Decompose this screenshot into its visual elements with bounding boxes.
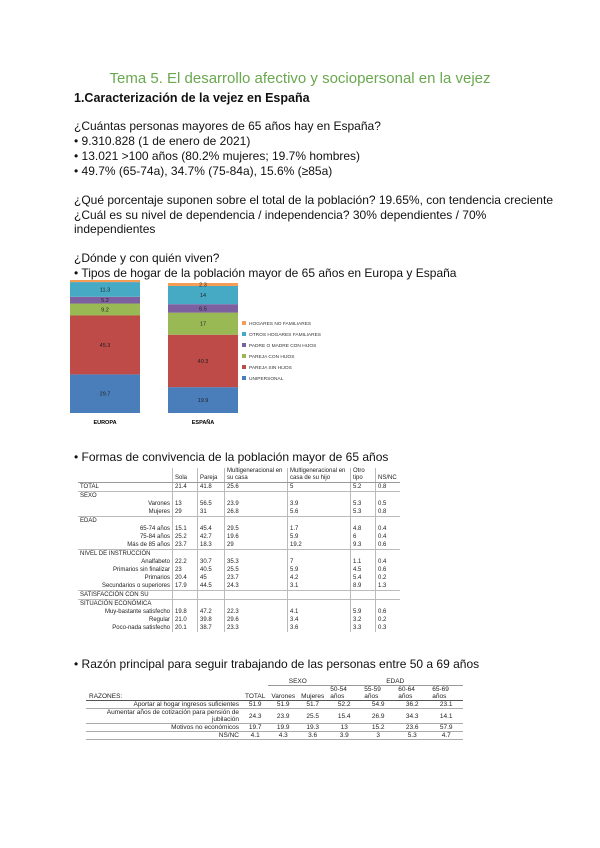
table-cell: 8.9 (351, 582, 376, 591)
table1-header: Sola (173, 468, 198, 483)
question-2: ¿Qué porcentaje suponen sobre el total de la población? 19.65%, con tendencia creciente (74, 193, 553, 207)
table-cell: 1.7 (288, 525, 351, 533)
table-row (78, 492, 400, 501)
table-cell: 57.9 (439, 724, 453, 731)
table-cell: 40.5 (198, 566, 225, 574)
table-row (78, 624, 400, 632)
table-cell: 0.6 (376, 566, 401, 574)
table-cell: 3.6 (288, 624, 351, 632)
table-cell (376, 492, 401, 501)
legend-swatch (242, 332, 246, 336)
table-row (78, 582, 400, 591)
table-cell: 0.2 (376, 574, 401, 582)
table1-header: Multigeneracional en casa de su hijo (288, 468, 351, 483)
bar-label: 2.3 (199, 282, 207, 289)
table-cell: 25.5 (225, 566, 288, 574)
table-cell: 4.2 (288, 574, 351, 582)
table-cell (351, 550, 376, 559)
table-cell (288, 550, 351, 559)
table-cell: 35.3 (225, 558, 288, 566)
row-label: Mujeres (148, 509, 170, 515)
bar-label: 6.5 (199, 306, 207, 313)
table-row (78, 517, 400, 526)
table-cell: 19.3 (306, 724, 319, 731)
table-cell (198, 517, 225, 526)
table-cell: 29 (173, 508, 198, 517)
table1-header: Otro tipo (351, 468, 376, 483)
table-row (78, 558, 400, 566)
cohabitation-table (78, 468, 400, 632)
table-cell: 30.7 (198, 558, 225, 566)
table-cell (173, 600, 198, 609)
table-row (78, 574, 400, 582)
bar-label: 9.2 (101, 307, 109, 314)
table-cell: 19.2 (288, 541, 351, 550)
table-cell: 45.4 (198, 525, 225, 533)
table-cell: 54.9 (371, 701, 385, 708)
table-cell (376, 517, 401, 526)
table-cell (225, 600, 288, 609)
legend-label: OTROS HOGARES FAMILIARES (249, 333, 321, 338)
table-cell: 4.5 (351, 566, 376, 574)
table-cell: 5.9 (288, 533, 351, 541)
table-cell: 39.8 (198, 616, 225, 624)
row-label: Poco-nada satisfecho (112, 625, 170, 631)
table-cell: 45 (198, 574, 225, 582)
row-label: Aumentar años de cotización para pensión de jubilación (106, 709, 239, 723)
household-chart (60, 280, 360, 430)
table-cell (376, 550, 401, 559)
legend-swatch (242, 321, 246, 325)
row-label: TOTAL (80, 484, 99, 490)
row-label: Primarios sin finalizar (112, 567, 170, 573)
table-cell (376, 591, 401, 600)
bar-label: 45.3 (99, 342, 111, 349)
table-cell: 5.2 (351, 483, 376, 492)
row-label: Regular (148, 617, 170, 623)
table-cell: 29.6 (225, 616, 288, 624)
table-cell: 3.6 (308, 732, 318, 739)
table-cell: 21.4 (173, 483, 198, 492)
legend-swatch (242, 365, 246, 369)
table-cell: 25.6 (225, 483, 288, 492)
table-cell (198, 591, 225, 600)
table-cell: 0.6 (376, 608, 401, 616)
bar-label: 5.2 (101, 298, 109, 305)
table-cell: 24.3 (248, 712, 262, 720)
table-cell: 13 (340, 724, 348, 731)
table-cell (288, 600, 351, 609)
question-3: ¿Cuál es su nivel de dependencia / independencia? 30% dependientes / 70% (74, 208, 487, 222)
table-cell: 29.5 (225, 525, 288, 533)
table1-header: Pareja (198, 468, 225, 483)
legend-swatch (242, 343, 246, 347)
table-row (78, 566, 400, 574)
table-row (78, 608, 400, 616)
legend-label: HOGARES NO FAMILIARES (249, 322, 312, 327)
table-cell: 5.9 (351, 608, 376, 616)
table-cell (288, 492, 351, 501)
table-cell: 20.1 (173, 624, 198, 632)
table-cell: 15.1 (173, 525, 198, 533)
table-cell (225, 492, 288, 501)
table-cell: 5.9 (288, 566, 351, 574)
table-cell: 23.9 (225, 500, 288, 508)
table-cell: 0.3 (376, 624, 401, 632)
table-cell (288, 591, 351, 600)
table-cell: 41.8 (198, 483, 225, 492)
table-cell (288, 517, 351, 526)
bullet-6: • Razón principal para seguir trabajando de las personas entre 50 a 69 años (74, 657, 480, 671)
table-cell: 0.8 (376, 483, 401, 492)
row-label: Analfabeto (141, 559, 170, 565)
category-label: EUROPA (93, 420, 117, 426)
table-cell: 51.9 (276, 701, 290, 708)
row-label: EDAD (80, 518, 97, 524)
table-row (78, 591, 400, 600)
section-heading: 1.Caracterización de la vejez en España (74, 91, 310, 105)
table-cell (225, 550, 288, 559)
table-cell: 26.8 (225, 508, 288, 517)
table-cell (198, 600, 225, 609)
table-cell: 0.4 (376, 533, 401, 541)
bar-europa-5 (70, 280, 140, 282)
legend-swatch (242, 354, 246, 358)
table-cell: 5.3 (351, 500, 376, 508)
table-cell: 0.4 (376, 558, 401, 566)
table-cell (198, 492, 225, 501)
table-cell: 4.7 (441, 732, 451, 739)
question-4: ¿Dónde y con quién viven? (74, 251, 220, 265)
bar-label: 29.7 (99, 391, 111, 398)
table-cell: 6 (351, 533, 376, 541)
table-cell (351, 492, 376, 501)
bar-label: 40.3 (197, 358, 209, 365)
row-label: Motivos no económicos (171, 724, 239, 731)
bar-label: 14 (199, 293, 207, 300)
table2-cell (86, 678, 268, 686)
table-row (78, 550, 400, 559)
table-cell: 5.6 (288, 508, 351, 517)
table2-header: RAZONES: (86, 686, 242, 701)
table-cell: 18.3 (198, 541, 225, 550)
table-cell (173, 492, 198, 501)
table-cell: 51.9 (248, 701, 262, 708)
row-label: Aportar al hogar ingresos suficientes (133, 701, 239, 708)
document-title: Tema 5. El desarrollo afectivo y sociopersonal en la vejez (109, 70, 491, 87)
table-row (86, 724, 463, 732)
table2-header: 55-59 años (361, 686, 395, 701)
row-label: Primarios (144, 575, 170, 581)
row-label: Muy-bastante satisfecho (104, 609, 170, 615)
table2-header: 60-64 años (395, 686, 429, 701)
table-cell: 24.3 (225, 582, 288, 591)
table-cell (225, 591, 288, 600)
table-cell: 5.4 (351, 574, 376, 582)
row-label: SITUACIÓN ECONÓMICA (80, 601, 152, 607)
table-row (78, 616, 400, 624)
category-label: ESPAÑA (191, 420, 215, 426)
table-cell: 56.5 (198, 500, 225, 508)
table-cell: 20.4 (173, 574, 198, 582)
table-row (78, 533, 400, 541)
table-cell: 19.8 (173, 608, 198, 616)
legend-swatch (242, 376, 246, 380)
table2-header-row (86, 686, 463, 701)
table-cell: 44.5 (198, 582, 225, 591)
row-label: SEXO (80, 493, 97, 499)
table2-group-row (86, 678, 463, 686)
legend-label: PAREJA CON HIJOS (249, 355, 295, 360)
table-cell: 29 (225, 541, 288, 550)
bar-label: 17 (199, 321, 207, 328)
row-label: 75-84 años (139, 534, 170, 540)
table-cell: 23.6 (405, 724, 419, 731)
table2-header: TOTAL (242, 686, 268, 701)
table-cell: 15.2 (371, 724, 385, 731)
table-row (78, 600, 400, 609)
table-cell: 5.3 (407, 732, 417, 739)
table-cell: 47.2 (198, 608, 225, 616)
table-cell (351, 591, 376, 600)
table-cell: 4.1 (288, 608, 351, 616)
table-cell: 15.4 (337, 712, 351, 720)
table-cell: 1.1 (351, 558, 376, 566)
table-cell (376, 600, 401, 609)
table-cell: 3.3 (351, 624, 376, 632)
table-cell: 38.7 (198, 624, 225, 632)
table-cell: 4.8 (351, 525, 376, 533)
bullet-1: • 9.310.828 (1 de enero de 2021) (74, 134, 251, 148)
row-label: NIVEL DE INSTRUCCIÓN (80, 551, 151, 557)
table-row (78, 500, 400, 508)
table-row (78, 483, 400, 492)
table-cell: 3.2 (351, 616, 376, 624)
table-cell: 4.3 (278, 732, 288, 739)
table-row (78, 541, 400, 550)
table-cell: 5 (288, 483, 351, 492)
table-cell: 0.5 (376, 500, 401, 508)
row-label: SATISFACCIÓN CON SU (80, 592, 149, 598)
table-cell: 23 (173, 566, 198, 574)
table-row (86, 701, 463, 709)
bullet-5: • Formas de convivencia de la población mayor de 65 años (74, 450, 389, 464)
table-cell (173, 550, 198, 559)
table-cell: 14.1 (439, 712, 453, 720)
question-3-cont: independientes (74, 222, 156, 236)
question-1: ¿Cuántas personas mayores de 65 años hay en España? (74, 119, 381, 133)
table2-group-sexo: SEXO (268, 678, 327, 686)
table-row (86, 732, 463, 740)
table-cell: 3.4 (288, 616, 351, 624)
table-cell: 21.0 (173, 616, 198, 624)
row-label: Más de 85 años (127, 542, 170, 548)
table2-header: Varones (268, 686, 298, 701)
table-cell: 31 (198, 508, 225, 517)
legend-label: PADRE O MADRE CON HIJOS (249, 344, 317, 349)
table-cell: 36.2 (405, 701, 419, 708)
table-cell: 23.7 (173, 541, 198, 550)
bullet-2: • 13.021 >100 años (80.2% mujeres; 19.7% hombres) (74, 149, 361, 163)
table-cell: 3 (376, 732, 381, 739)
bullet-4: • Tipos de hogar de la población mayor de 65 años en Europa y España (74, 266, 457, 280)
work-reasons-table (86, 678, 463, 740)
table1-header: Multigeneracional en su casa (225, 468, 288, 483)
table-cell: 13 (173, 500, 198, 508)
table1-header (78, 468, 173, 483)
table2-header: 65-69 años (429, 686, 463, 701)
table-cell: 5.3 (351, 508, 376, 517)
table-cell: 52.2 (337, 701, 351, 708)
table-cell (351, 517, 376, 526)
table-cell: 17.9 (173, 582, 198, 591)
row-label: Varones (148, 501, 170, 507)
table2-header: 50-54 años (327, 686, 361, 701)
table-cell: 3.9 (339, 732, 349, 739)
legend-label: UNIPERSONAL (249, 377, 284, 382)
table-cell: 0.8 (376, 508, 401, 517)
table-row (78, 508, 400, 517)
legend-label: PAREJA SIN HIJOS (249, 366, 292, 371)
table-cell: 42.7 (198, 533, 225, 541)
bullet-3: • 49.7% (65-74a), 34.7% (75-84a), 15.6% (≥85a) (74, 164, 333, 178)
table-cell: 19.7 (248, 724, 262, 731)
table-row (78, 525, 400, 533)
table-cell: 23.7 (225, 574, 288, 582)
table-cell: 22.2 (173, 558, 198, 566)
table-cell: 0.6 (376, 541, 401, 550)
table-cell (173, 591, 198, 600)
table-cell: 0.2 (376, 616, 401, 624)
table-cell: 3.1 (288, 582, 351, 591)
row-label: Secundarios o superiores (101, 583, 170, 589)
table-row (86, 709, 463, 724)
table2-group-edad: EDAD (327, 678, 463, 686)
table-cell: 0.4 (376, 525, 401, 533)
table-cell (225, 517, 288, 526)
table-cell: 51.7 (306, 701, 319, 708)
row-label: 65-74 años (139, 526, 170, 532)
table-cell: 7 (288, 558, 351, 566)
table-cell: 23.9 (276, 712, 290, 720)
table1-header: NS/NC (376, 468, 401, 483)
table-cell: 25.5 (306, 712, 319, 720)
table-cell: 19.9 (276, 724, 290, 731)
bar-label: 11.3 (99, 287, 111, 294)
table-cell (351, 600, 376, 609)
table-cell: 23.1 (439, 701, 453, 708)
table-cell: 4.1 (250, 732, 260, 739)
table-cell: 1.3 (376, 582, 401, 591)
table-cell: 26.9 (371, 712, 385, 720)
bar-label: 19.9 (197, 398, 209, 405)
table2-header: Mujeres (298, 686, 327, 701)
table-cell (198, 550, 225, 559)
table-cell: 23.3 (225, 624, 288, 632)
table-cell: 9.3 (351, 541, 376, 550)
table-cell (173, 517, 198, 526)
table-cell: 34.3 (405, 712, 419, 720)
row-label: NS/NC (218, 732, 239, 739)
table-cell: 19.6 (225, 533, 288, 541)
table-cell: 22.3 (225, 608, 288, 616)
table-cell: 25.2 (173, 533, 198, 541)
table-cell: 3.9 (288, 500, 351, 508)
